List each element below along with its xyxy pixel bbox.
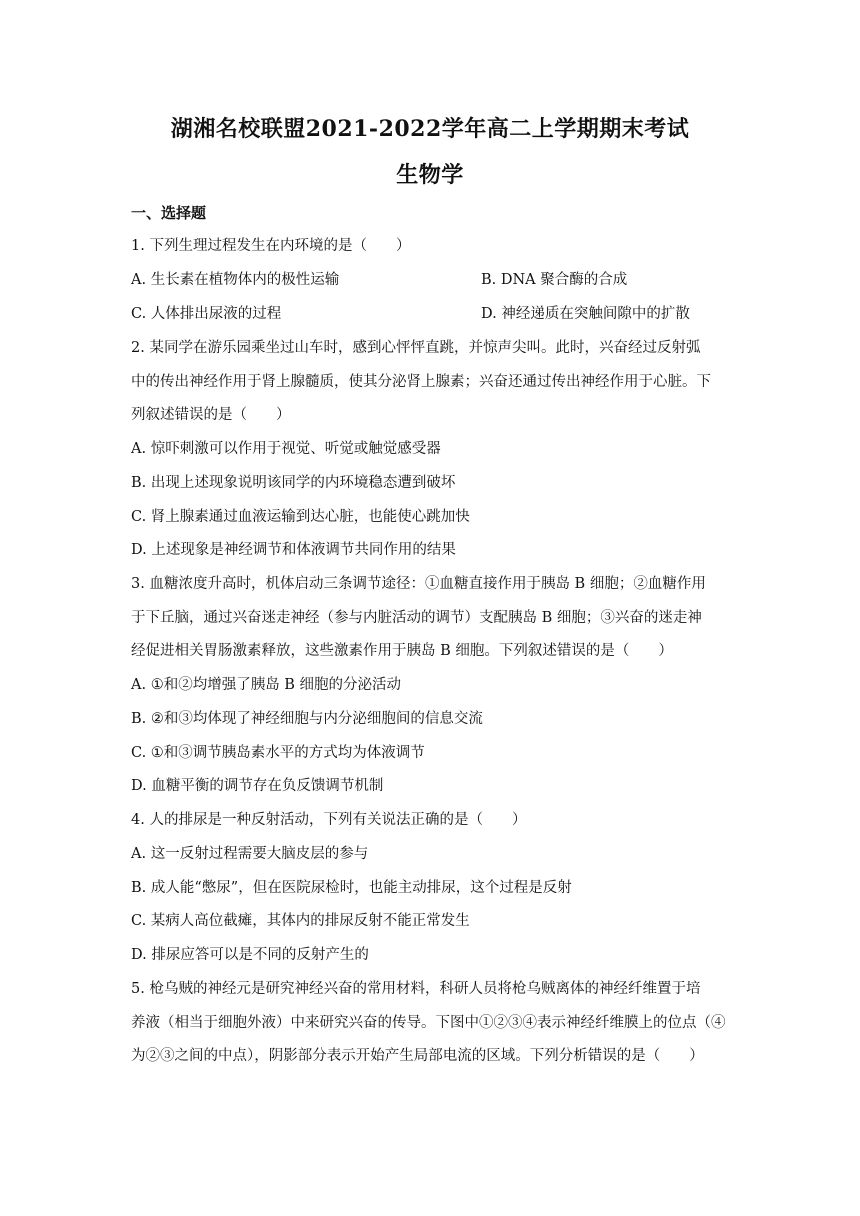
q3-stem-line3: 经促进相关胃肠激素释放，这些激素作用于胰岛 B 细胞。下列叙述错误的是（ ） xyxy=(131,643,673,659)
q2-stem-line2: 中的传出神经作用于肾上腺髓质，使其分泌肾上腺素；兴奋还通过传出神经作用于心脏。下 xyxy=(131,374,711,390)
q4-option-a: A. 这一反射过程需要大脑皮层的参与 xyxy=(131,846,369,862)
q3-option-c: C. ①和③调节胰岛素水平的方式均为体液调节 xyxy=(131,745,425,761)
q4-option-d: D. 排尿应答可以是不同的反射产生的 xyxy=(131,947,369,963)
q2-option-d: D. 上述现象是神经调节和体液调节共同作用的结果 xyxy=(131,542,456,558)
q2-stem-line1: 2. 某同学在游乐园乘坐过山车时，感到心怦怦直跳，并惊声尖叫。此时，兴奋经过反射弧 xyxy=(131,340,701,356)
q1-option-a: A. 生长素在植物体内的极性运输 xyxy=(131,272,340,288)
q2-option-c: C. 肾上腺素通过血液运输到达心脏，也能使心跳加快 xyxy=(131,509,470,525)
q3-stem-line2: 于下丘脑，通过兴奋迷走神经（参与内脏活动的调节）支配胰岛 B 细胞；③兴奋的迷走神 xyxy=(131,610,702,626)
q1-option-b: B. DNA 聚合酶的合成 xyxy=(481,272,628,288)
q2-option-a: A. 惊吓刺激可以作用于视觉、听觉或触觉感受器 xyxy=(131,441,441,457)
section-heading: 一、选择题 xyxy=(131,204,207,222)
q5-stem-line3: 为②③之间的中点），阴影部分表示开始产生局部电流的区域。下列分析错误的是（ ） xyxy=(131,1048,704,1064)
subject-title: 生物学 xyxy=(396,162,464,188)
q5-stem-line1: 5. 枪乌贼的神经元是研究神经兴奋的常用材料，科研人员将枪乌贼离体的神经纤维置于培 xyxy=(131,981,701,997)
q4-stem: 4. 人的排尿是一种反射活动，下列有关说法正确的是（ ） xyxy=(131,812,527,828)
q2-option-b: B. 出现上述现象说明该同学的内环境稳态遭到破坏 xyxy=(131,475,456,491)
q4-option-c: C. 某病人高位截瘫，其体内的排尿反射不能正常发生 xyxy=(131,913,470,929)
q1-option-d: D. 神经递质在突触间隙中的扩散 xyxy=(481,306,690,322)
q3-option-b: B. ②和③均体现了神经细胞与内分泌细胞间的信息交流 xyxy=(131,711,483,727)
exam-title: 湖湘名校联盟2021-2022学年高二上学期期末考试 xyxy=(170,116,690,142)
q3-stem-line1: 3. 血糖浓度升高时，机体启动三条调节途径：①血糖直接作用于胰岛 B 细胞；②血糖作用 xyxy=(131,576,706,592)
q1-stem: 1. 下列生理过程发生在内环境的是（ ） xyxy=(131,238,411,254)
q5-stem-line2: 养液（相当于细胞外液）中来研究兴奋的传导。下图中①②③④表示神经纤维膜上的位点（④ xyxy=(131,1015,726,1031)
q4-option-b: B. 成人能“憋尿”，但在医院尿检时，也能主动排尿，这个过程是反射 xyxy=(131,880,572,896)
q1-option-c: C. 人体排出尿液的过程 xyxy=(131,306,282,322)
q3-option-a: A. ①和②均增强了胰岛 B 细胞的分泌活动 xyxy=(131,677,402,693)
q2-stem-line3: 列叙述错误的是（ ） xyxy=(131,407,291,423)
q3-option-d: D. 血糖平衡的调节存在负反馈调节机制 xyxy=(131,778,384,794)
